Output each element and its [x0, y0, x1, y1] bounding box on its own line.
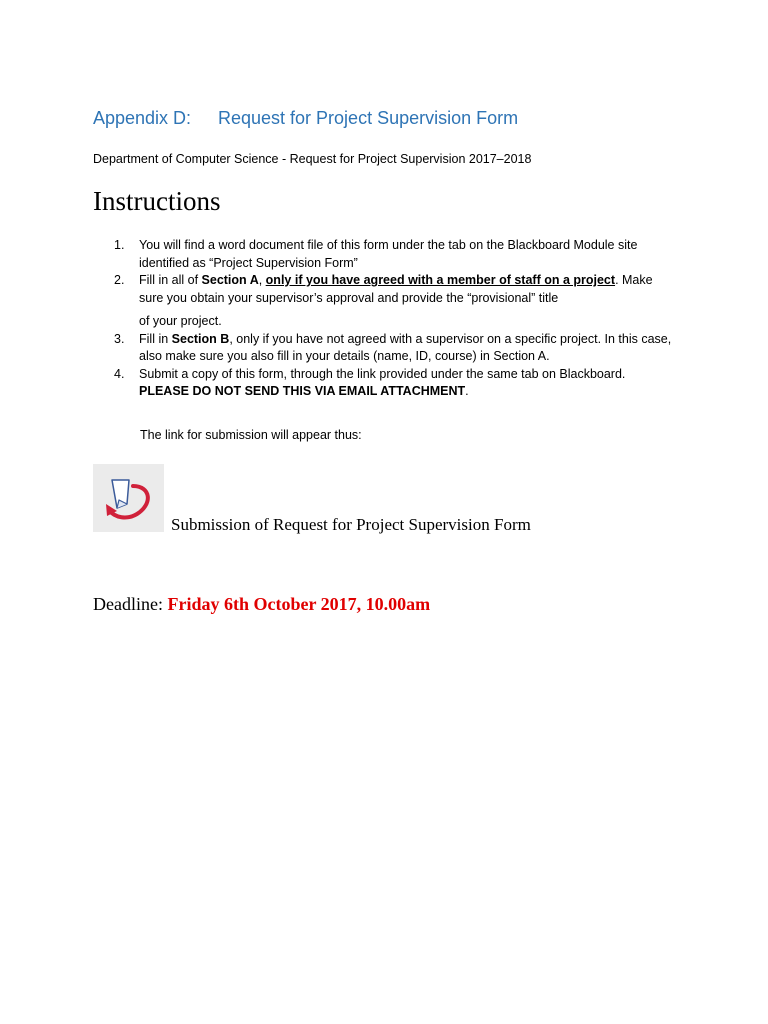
instruction-text-comma: , — [258, 273, 266, 287]
deadline — [93, 594, 430, 615]
appendix-label: Appendix D: — [93, 108, 192, 128]
instruction-number: 1. — [114, 238, 125, 252]
instruction-warning: PLEASE DO NOT SEND THIS VIA EMAIL ATTACHMENT — [139, 384, 466, 398]
deadline-separator: : — [157, 594, 168, 614]
document-arrow-icon — [93, 464, 164, 532]
instruction-number: 4. — [114, 366, 125, 381]
instruction-item — [112, 272, 672, 331]
submission-link[interactable]: Submission of Request for Project Supervision Form — [171, 515, 531, 534]
link-note: The link for submission will appear thus: — [140, 428, 362, 442]
instruction-item — [112, 237, 672, 272]
deadline-label: Deadline — [93, 594, 158, 614]
instruction-text-extra: of your project. — [139, 314, 222, 328]
instructions-list — [112, 237, 672, 401]
instructions-heading: Instructions — [93, 186, 221, 216]
instruction-item — [112, 366, 672, 401]
instruction-text-post: . Make sure you obtain your supervisor’s approval and provide the “provisional” title — [139, 273, 653, 305]
section-b-ref: Section B — [171, 331, 230, 346]
instruction-text-post: , only if you have not agreed with a supervisor on a specific project. In this case, also make sure you also fill in your details (name, ID, course) in Section A. — [139, 331, 672, 363]
instruction-text-post: . — [465, 384, 469, 398]
instruction-text-pre: Fill in all of — [139, 273, 202, 287]
section-a-ref: Section A — [201, 273, 259, 287]
instruction-text-pre: Fill in — [139, 331, 172, 346]
instruction-item — [112, 331, 672, 366]
appendix-title: Request for Project Supervision Form — [218, 108, 519, 128]
instruction-emphasis: only if you have agreed with a member of staff on a project — [265, 273, 616, 287]
instruction-text: You will find a word document file of this form under the tab on the Blackboard Module site identified as “Project Supervision Form” — [139, 238, 638, 270]
instruction-number: 3. — [114, 331, 125, 346]
appendix-heading — [93, 108, 518, 129]
instruction-number: 2. — [114, 273, 125, 287]
department-line: Department of Computer Science - Request for Project Supervision 2017–2018 — [93, 152, 532, 166]
assignment-submission-icon[interactable] — [93, 464, 164, 532]
deadline-date: Friday 6th October 2017, 10.00am — [167, 594, 431, 614]
instruction-text-pre: Submit a copy of this form, through the link provided under the same tab on Blackboard. — [139, 366, 626, 381]
